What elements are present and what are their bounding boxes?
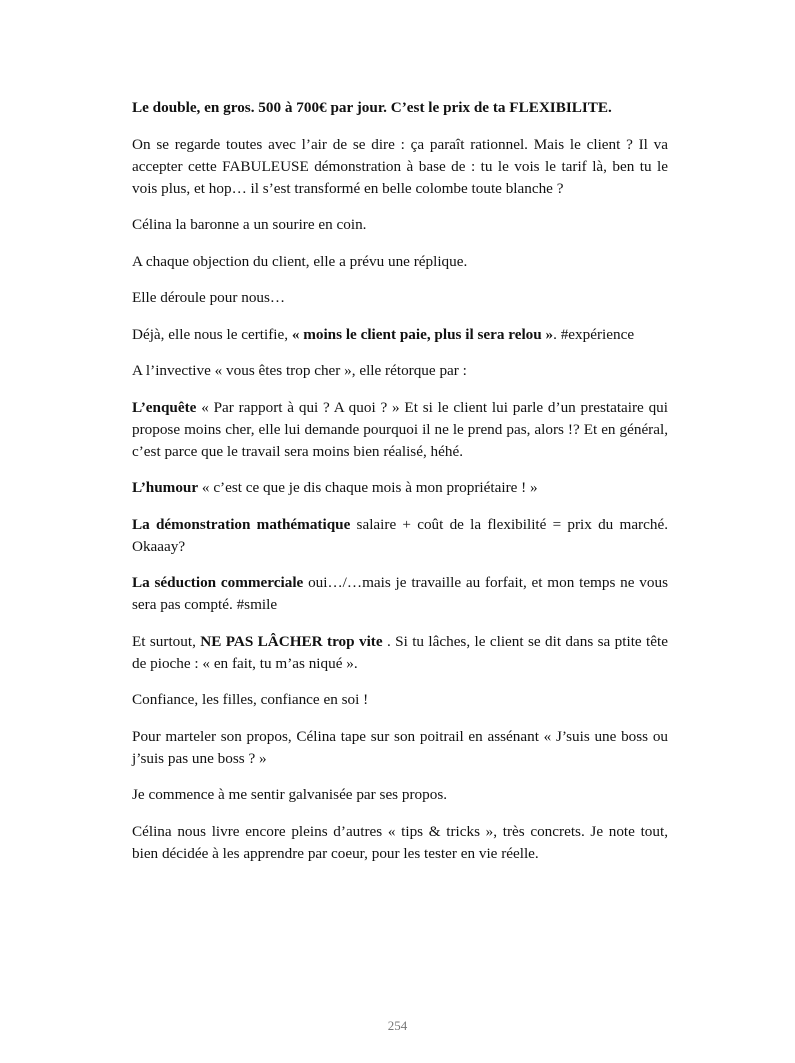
body-text: Elle déroule pour nous…	[132, 289, 286, 306]
paragraph-3	[132, 214, 668, 236]
paragraph-13	[132, 689, 668, 711]
bold-text: L’enquête	[132, 398, 197, 416]
paragraph-12	[132, 631, 668, 675]
paragraph-2	[132, 134, 668, 200]
paragraph-15	[132, 784, 668, 806]
paragraph-10	[132, 514, 668, 558]
bold-text: « moins le client paie, plus il sera relou »	[291, 325, 554, 343]
bold-text: La démonstration mathématique	[132, 515, 351, 533]
body-text: Célina nous livre encore pleins d’autres « tips & tricks », très concrets. Je note tout, bien décidée à les apprendre par coeur, pour les tester en vie réelle.	[132, 822, 668, 862]
paragraph-5	[132, 287, 668, 309]
bold-text: Le double, en gros. 500 à 700€ par jour. C’est le prix de ta FLEXIBILITE.	[132, 99, 612, 116]
paragraph-9	[132, 477, 668, 499]
body-text: . Si tu lâches, le client se dit dans sa ptite tête de pioche : « en fait, tu m’as niqué ».	[132, 632, 668, 672]
body-text: Déjà, elle nous le certifie,	[132, 325, 292, 343]
paragraph-8	[132, 397, 668, 463]
paragraph-6	[132, 324, 668, 346]
paragraph-16	[132, 821, 668, 865]
bold-text: La séduction commerciale	[132, 574, 304, 591]
paragraph-7	[132, 360, 668, 382]
body-text: Et surtout,	[132, 632, 201, 650]
body-text: . #expérience	[553, 325, 635, 343]
body-text: « Par rapport à qui ? A quoi ? » Et si le client lui parle d’un prestataire qui propose moins cher, elle lui demande pourquoi il ne le prend pas, alors !? Et en général, c’est parce que le travail sera moins bien réalisé, héhé.	[132, 398, 668, 460]
paragraph-11	[132, 572, 668, 616]
paragraph-4	[132, 251, 668, 273]
paragraph-14	[132, 726, 668, 770]
bold-text: L’humour	[132, 479, 199, 496]
body-text: Je commence à me sentir galvanisée par ses propos.	[132, 786, 448, 803]
body-text: Célina la baronne a un sourire en coin.	[132, 216, 367, 233]
body-text: salaire + coût de la flexibilité = prix du marché. Okaaay?	[132, 515, 668, 555]
body-text: A l’invective « vous êtes trop cher », elle rétorque par :	[132, 362, 467, 379]
bold-text: NE PAS LÂCHER trop vite	[200, 632, 383, 650]
page-number: 254	[387, 1018, 408, 1033]
body-text: Confiance, les filles, confiance en soi !	[132, 691, 369, 708]
body-text: « c’est ce que je dis chaque mois à mon propriétaire ! »	[198, 479, 538, 496]
body-text: oui…/…mais je travaille au forfait, et mon temps ne vous sera pas compté. #smile	[132, 574, 668, 613]
body-text: On se regarde toutes avec l’air de se dire : ça paraît rationnel. Mais le client ? Il va accepter cette FABULEUSE démonstration à base de : tu le vois le tarif là, ben tu le vois plus, et hop… il s’est transformé en belle colombe toute blanche ?	[132, 135, 668, 197]
body-text: Pour marteler son propos, Célina tape sur son poitrail en assénant « J’suis une boss ou j’suis pas une boss ? »	[132, 727, 668, 767]
page-body	[132, 97, 668, 879]
paragraph-1	[132, 97, 668, 119]
body-text: A chaque objection du client, elle a prévu une réplique.	[132, 252, 468, 270]
